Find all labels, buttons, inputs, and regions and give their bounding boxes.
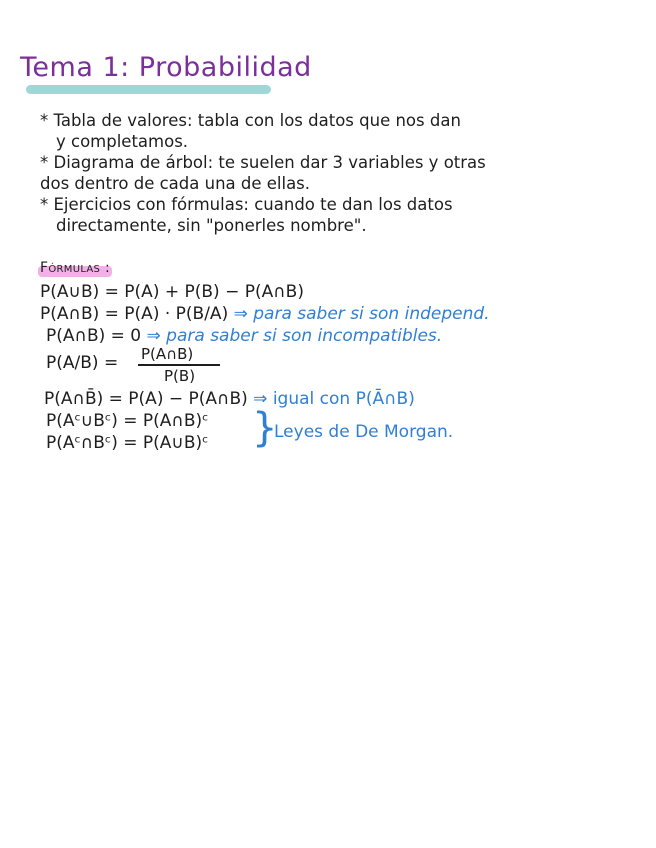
- curly-brace: }: [252, 405, 278, 451]
- bullet-item: [40, 110, 600, 152]
- formula-note: ⇒ igual con P(Ā∩B): [253, 389, 415, 409]
- bullet-list: [40, 110, 600, 236]
- bullet-line: y completamos.: [56, 132, 189, 151]
- formula-text: P(A∩B) = 0: [46, 326, 142, 346]
- formula-note: ⇒ para saber si son independ.: [233, 304, 490, 324]
- formula-text: P(Aᶜ∪Bᶜ) = P(A∩B)ᶜ: [46, 411, 209, 431]
- formula-note: ⇒ para saber si son incompatibles.: [146, 326, 443, 346]
- fraction-denominator: P(B): [164, 367, 196, 385]
- bullet-line: * Ejercicios con fórmulas: cuando te dan los datos: [40, 195, 453, 214]
- formula-union: [40, 282, 304, 302]
- formulas-heading-block: [40, 260, 110, 276]
- bullet-line: directamente, sin "ponerles nombre".: [56, 216, 367, 235]
- page-title: Tema 1: Probabilidad: [20, 52, 312, 83]
- formulas-heading: Fórmulas :: [40, 260, 110, 276]
- formula-note: Leyes de De Morgan.: [274, 422, 454, 442]
- formula-demorgan-1: [46, 411, 208, 431]
- formula-difference: [44, 389, 415, 409]
- formula-incompatible: [46, 326, 442, 346]
- fraction-numerator: P(A∩B): [141, 345, 194, 363]
- bullet-line: * Diagrama de árbol: te suelen dar 3 variables y otras: [40, 153, 486, 172]
- formula-independence: [40, 304, 490, 324]
- fraction-bar: [138, 364, 220, 366]
- formula-text: P(A∪B) = P(A) + P(B) − P(A∩B): [40, 282, 304, 302]
- formula-text: P(Aᶜ∩Bᶜ) = P(A∪B)ᶜ: [46, 433, 209, 453]
- title-block: [20, 52, 312, 83]
- formula-text: P(A∩B) = P(A) · P(B/A): [40, 304, 229, 324]
- bullet-item: [40, 152, 600, 194]
- formula-text: P(A∩B̄) = P(A) − P(A∩B): [44, 389, 248, 409]
- formula-text: P(A/B) =: [46, 353, 119, 373]
- formula-conditional: [46, 345, 226, 389]
- bullet-line: * Tabla de valores: tabla con los datos que nos dan: [40, 111, 461, 130]
- formula-demorgan-2: [46, 433, 208, 453]
- bullet-line: dos dentro de cada una de ellas.: [40, 174, 311, 193]
- bullet-item: [40, 194, 600, 236]
- demorgan-label: [274, 422, 453, 442]
- title-highlight: [26, 85, 271, 94]
